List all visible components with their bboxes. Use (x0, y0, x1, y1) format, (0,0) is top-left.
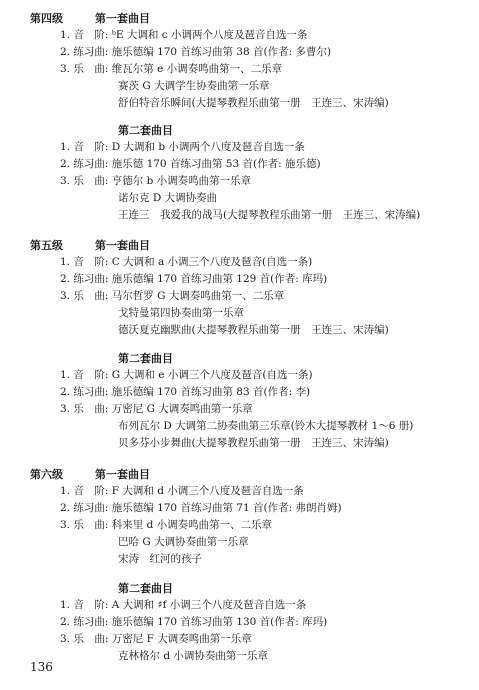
line-scale: 1. 音 阶: F 大调和 d 小调三个八度及琶音自选一条 (60, 485, 304, 497)
line-piece-extra: 布列瓦尔 D 大调第二协奏曲第三乐章(铃木大提琴教材 1～6 册) (118, 420, 414, 432)
line-piece-extra: 戈特曼第四协奏曲第一乐章 (118, 307, 244, 319)
set-title: 第一套曲目 (95, 239, 150, 252)
line-piece-extra: 王连三 我爱我的战马(大提琴教程乐曲第一册 王连三、宋涛编) (118, 209, 421, 221)
line-piece-extra: 诺尔克 D 大调协奏曲 (118, 192, 218, 204)
line-piece: 3. 乐 曲: 万密尼 F 大调奏鸣曲第一乐章 (60, 633, 252, 645)
line-piece: 3. 乐 曲: 马尔哲罗 G 大调奏鸣曲第一、二乐章 (60, 290, 285, 302)
level-heading: 第五级 (30, 239, 63, 252)
line-piece-extra: 贝多芬小步舞曲(大提琴教程乐曲第一册 王连三、宋涛编) (118, 437, 389, 449)
set-title: 第一套曲目 (95, 12, 150, 25)
set-title: 第二套曲目 (118, 124, 173, 137)
level-heading: 第六级 (30, 468, 63, 481)
line-piece-extra: 德沃夏克幽默曲(大提琴教程乐曲第一册 王连三、宋涛编) (118, 324, 389, 336)
line-scale: 1. 音 阶: ᵇE 大调和 c 小调两个八度及琶音自选一条 (60, 29, 308, 41)
line-etude: 2. 练习曲: 施乐德 170 首练习曲第 53 首(作者: 施乐德) (60, 158, 321, 170)
line-piece: 3. 乐 曲: 万密尼 G 大调奏鸣曲第一乐章 (60, 403, 253, 415)
set-title: 第一套曲目 (95, 468, 150, 481)
line-etude: 2. 练习曲: 施乐德编 170 首练习曲第 38 首(作者: 多曹尔) (60, 46, 332, 58)
set-title: 第二套曲目 (118, 582, 173, 595)
line-piece-extra: 克林格尔 d 小调协奏曲第一乐章 (118, 650, 268, 662)
line-etude: 2. 练习曲: 施乐德编 170 首练习曲第 71 首(作者: 弗朗肖姆) (60, 502, 342, 514)
line-piece: 3. 乐 曲: 科来里 d 小调奏鸣曲第一、二乐章 (60, 519, 273, 531)
line-etude: 2. 练习曲: 施乐德编 170 首练习曲第 130 首(作者: 库玛) (60, 616, 328, 628)
line-etude: 2. 练习曲: 施乐德编 170 首练习曲第 129 首(作者: 库玛) (60, 273, 328, 285)
line-piece-extra: 宋涛 红河的孩子 (118, 553, 202, 565)
line-scale: 1. 音 阶: A 大调和 ♯f 小调三个八度及琶音自选一条 (60, 599, 307, 611)
line-scale: 1. 音 阶: G 大调和 e 小调三个八度及琶音(自选一条) (60, 369, 313, 381)
line-piece: 3. 乐 曲: 维瓦尔第 e 小调奏鸣曲第一、二乐章 (60, 63, 283, 75)
line-piece-extra: 巴哈 G 大调协奏曲第一乐章 (118, 536, 249, 548)
set-title: 第二套曲目 (118, 352, 173, 365)
line-piece-extra: 赛茨 G 大调学生协奏曲第一乐章 (118, 80, 270, 92)
level-heading: 第四级 (30, 12, 63, 25)
line-scale: 1. 音 阶: D 大调和 b 小调两个八度及琶音自选一条 (60, 141, 305, 153)
line-piece-extra: 舒伯特音乐瞬间(大提琴教程乐曲第一册 王连三、宋涛编) (118, 97, 389, 109)
line-scale: 1. 音 阶: C 大调和 a 小调三个八度及琶音(自选一条) (60, 256, 313, 268)
page-number: 136 (30, 660, 53, 674)
line-etude: 2. 练习曲: 施乐德编 170 首练习曲第 83 首(作者: 李) (60, 386, 311, 398)
line-piece: 3. 乐 曲: 亨德尔 b 小调奏鸣曲第一乐章 (60, 175, 252, 187)
